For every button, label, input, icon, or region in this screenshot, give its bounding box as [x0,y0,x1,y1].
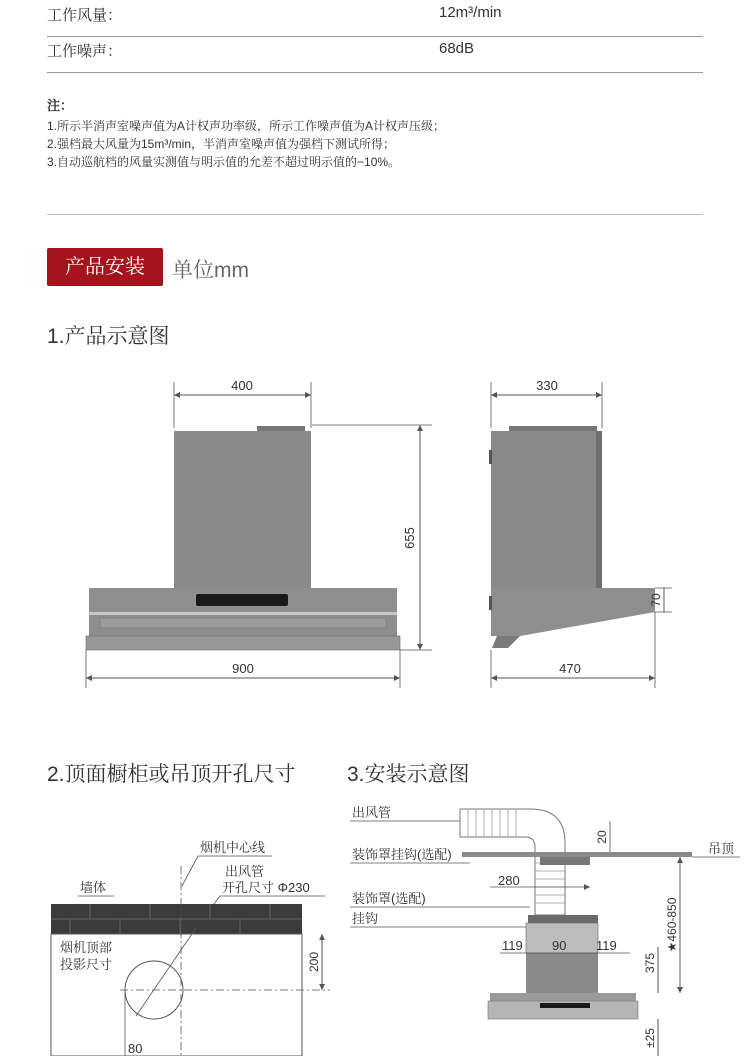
install-diagram [340,795,750,1056]
dim-side-front-height: 70 [649,593,663,607]
spec-label: 工作噪声： [47,43,123,60]
product-diagram [0,370,750,690]
spec-label: 工作风量： [47,7,123,24]
install-unit: 单位mm [172,259,249,282]
heading-install-diagram: 3.安装示意图 [347,763,470,786]
side-view [489,378,672,688]
label-chimney-center: 烟机中心线 [200,840,266,855]
heading-cabinet-hole: 2.顶面橱柜或吊顶开孔尺寸 [47,763,296,786]
note-line: 1.所示半消声室噪声值为A计权声功率级，所示工作噪声值为A计权声压级； [47,119,446,133]
dim-80: 80 [128,1041,143,1056]
heading-product-diagram: 1.产品示意图 [47,325,170,348]
spec-row-airflow [47,0,703,37]
label-projection-1: 烟机顶部 [60,940,113,955]
label-projection-2: 投影尺寸 [60,957,113,972]
spec-row-noise [47,36,703,73]
dim-200: 200 [307,951,321,973]
dim-front-bottom-width: 900 [232,661,254,676]
dim-460-850: ★460-850 [665,897,679,953]
dim-90: 90 [552,938,567,953]
label-wall: 墙体 [80,880,107,895]
front-view [86,378,432,688]
dim-375: 375 [643,952,657,974]
label-outlet-pipe: 出风管 [352,805,392,820]
note-line: 3.自动巡航档的风量实测值与明示值的允差不超过明示值的−10%。 [47,155,401,169]
spec-value: 68dB [439,40,475,57]
dim-side-depth: 470 [559,661,581,676]
spec-value: 12m³/min [439,4,502,21]
label-hook: 挂钩 [352,911,379,926]
install-badge: 产品安装 [47,248,163,286]
dim-20: 20 [595,830,609,844]
dim-119-right: 119 [596,938,617,953]
label-outlet: 出风管 [225,864,265,879]
dim-side-top-width: 330 [536,378,558,393]
notes-title: 注： [47,98,74,113]
dim-front-top-width: 400 [231,378,253,393]
dim-front-height: 655 [402,527,417,549]
hole-diagram [0,830,340,1056]
section-divider [47,214,703,215]
note-line: 2.强档最大风量为15m³/min，半消声室噪声值为强档下测试所得； [47,137,396,151]
label-ceiling: 吊顶 [708,841,735,856]
dim-25: ±25 [643,1028,657,1048]
notes [47,97,707,171]
dim-119-left: 119 [502,938,523,953]
label-cover-hook: 装饰罩挂钩(选配) [352,847,452,862]
dim-280: 280 [498,873,520,888]
label-cover: 装饰罩(选配) [352,891,426,906]
label-outlet-size: 开孔尺寸 Φ230 [222,880,310,895]
